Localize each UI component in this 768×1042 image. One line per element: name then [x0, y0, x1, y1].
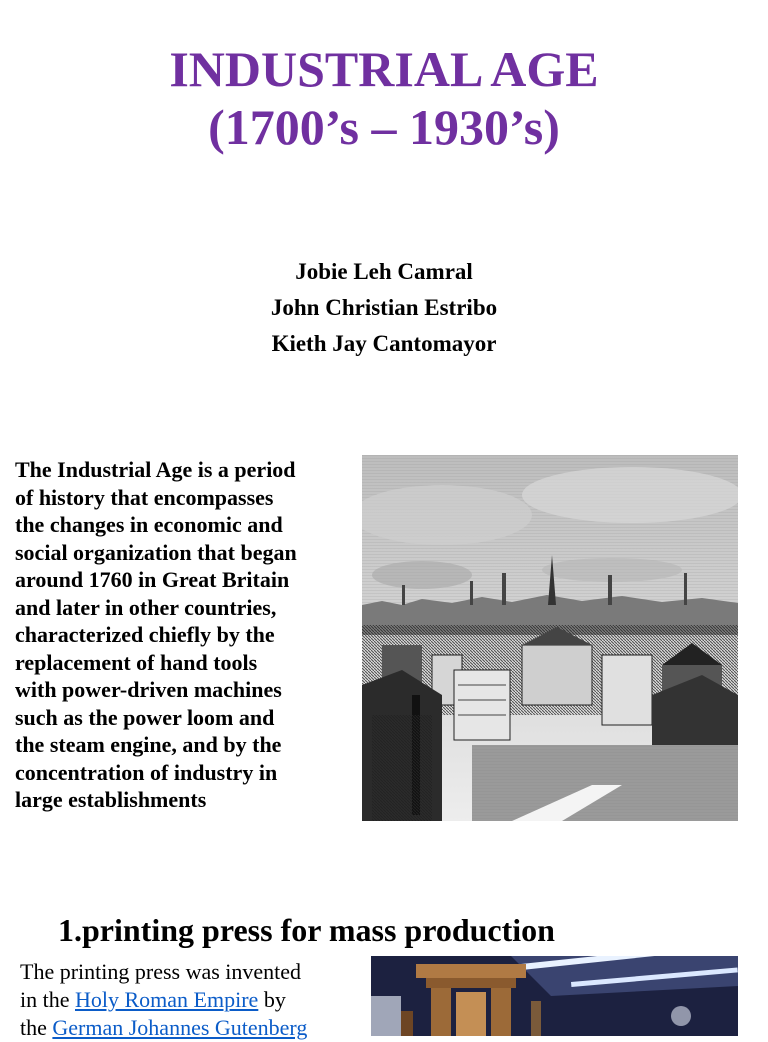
author-name: Jobie Leh Camral	[295, 259, 473, 284]
holy-roman-empire-link[interactable]: Holy Roman Empire	[75, 987, 259, 1012]
paragraph-line: The printing press was invented	[20, 959, 302, 984]
line-text: in the	[20, 987, 75, 1012]
industrial-city-engraving-image	[362, 455, 738, 821]
intro-line: with power-driven machines	[15, 677, 282, 702]
section-heading-printing-press: 1.printing press for mass production	[58, 912, 555, 948]
line-text: by	[258, 987, 286, 1012]
intro-line: such as the power loom and	[15, 704, 275, 730]
intro-line: social organization that began	[15, 539, 297, 565]
author-list	[0, 254, 768, 362]
intro-line: of history that encompasses	[15, 484, 274, 510]
city-engraving-illustration	[362, 455, 738, 821]
printing-press-paragraph	[20, 958, 365, 1042]
line-text: the	[20, 1015, 53, 1040]
page-title	[0, 40, 768, 156]
printing-press-photo-image	[371, 956, 738, 1036]
title-line-1: INDUSTRIAL AGE	[169, 41, 599, 97]
title-line-2: (1700’s – 1930’s)	[208, 99, 560, 155]
intro-line: replacement of hand tools	[15, 649, 258, 675]
intro-paragraph	[15, 456, 355, 814]
intro-line: The Industrial Age is a period	[15, 457, 296, 482]
paragraph-line	[20, 986, 365, 1014]
printing-press-photo-illustration	[371, 956, 738, 1036]
intro-line: the steam engine, and by the	[15, 732, 282, 757]
intro-line: and later in other countries,	[15, 594, 277, 620]
author-name: Kieth Jay Cantomayor	[271, 331, 497, 356]
intro-line: the changes in economic and	[15, 512, 283, 537]
intro-line: around 1760 in Great Britain	[15, 567, 290, 592]
gutenberg-link[interactable]: German Johannes Gutenberg	[52, 1015, 308, 1040]
intro-line: concentration of industry in	[15, 759, 278, 785]
intro-line: large establishments	[15, 787, 207, 812]
author-name: John Christian Estribo	[270, 295, 498, 320]
intro-line: characterized chiefly by the	[15, 622, 275, 647]
paragraph-line	[20, 1014, 365, 1042]
